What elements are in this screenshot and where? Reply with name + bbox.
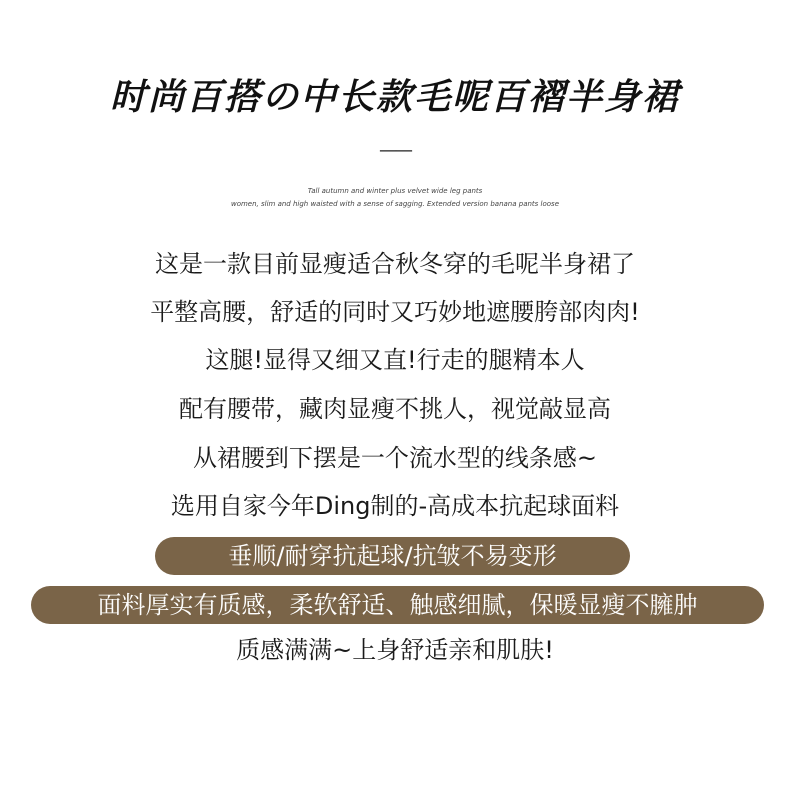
description-line-4: 配有腰带，藏肉显瘦不挑人，视觉敲显高 [179,395,611,423]
description-line-5: 从裙腰到下摆是一个流水型的线条感~ [192,444,598,472]
page-title: 时尚百搭の中长款毛呢百褶半身裙 [109,77,680,118]
description-line-2: 平整高腰，舒适的同时又巧妙地遮腰胯部肉肉! [150,298,640,326]
description-line-1: 这是一款目前显瘦适合秋冬穿的毛呢半身裙了 [155,250,635,278]
closing-line: 质感满满~上身舒适亲和肌肤! [236,636,554,664]
english-subtitle-line-2: women, slim and high waisted with a sense of sagging. Extended version banana pants loose [230,200,560,208]
highlight-pill-durability: 垂顺/耐穿抗起球/抗皱不易变形 [155,537,630,575]
title-divider: —— [379,140,411,161]
description-line-6: 选用自家今年Ding制的-高成本抗起球面料 [170,492,620,520]
description-line-3: 这腿!显得又细又直!行走的腿精本人 [205,346,585,374]
english-subtitle-line-1: Tall autumn and winter plus velvet wide leg pants [307,187,483,195]
highlight-pill-fabric: 面料厚实有质感，柔软舒适、触感细腻，保暖显瘦不臃肿 [31,586,764,624]
